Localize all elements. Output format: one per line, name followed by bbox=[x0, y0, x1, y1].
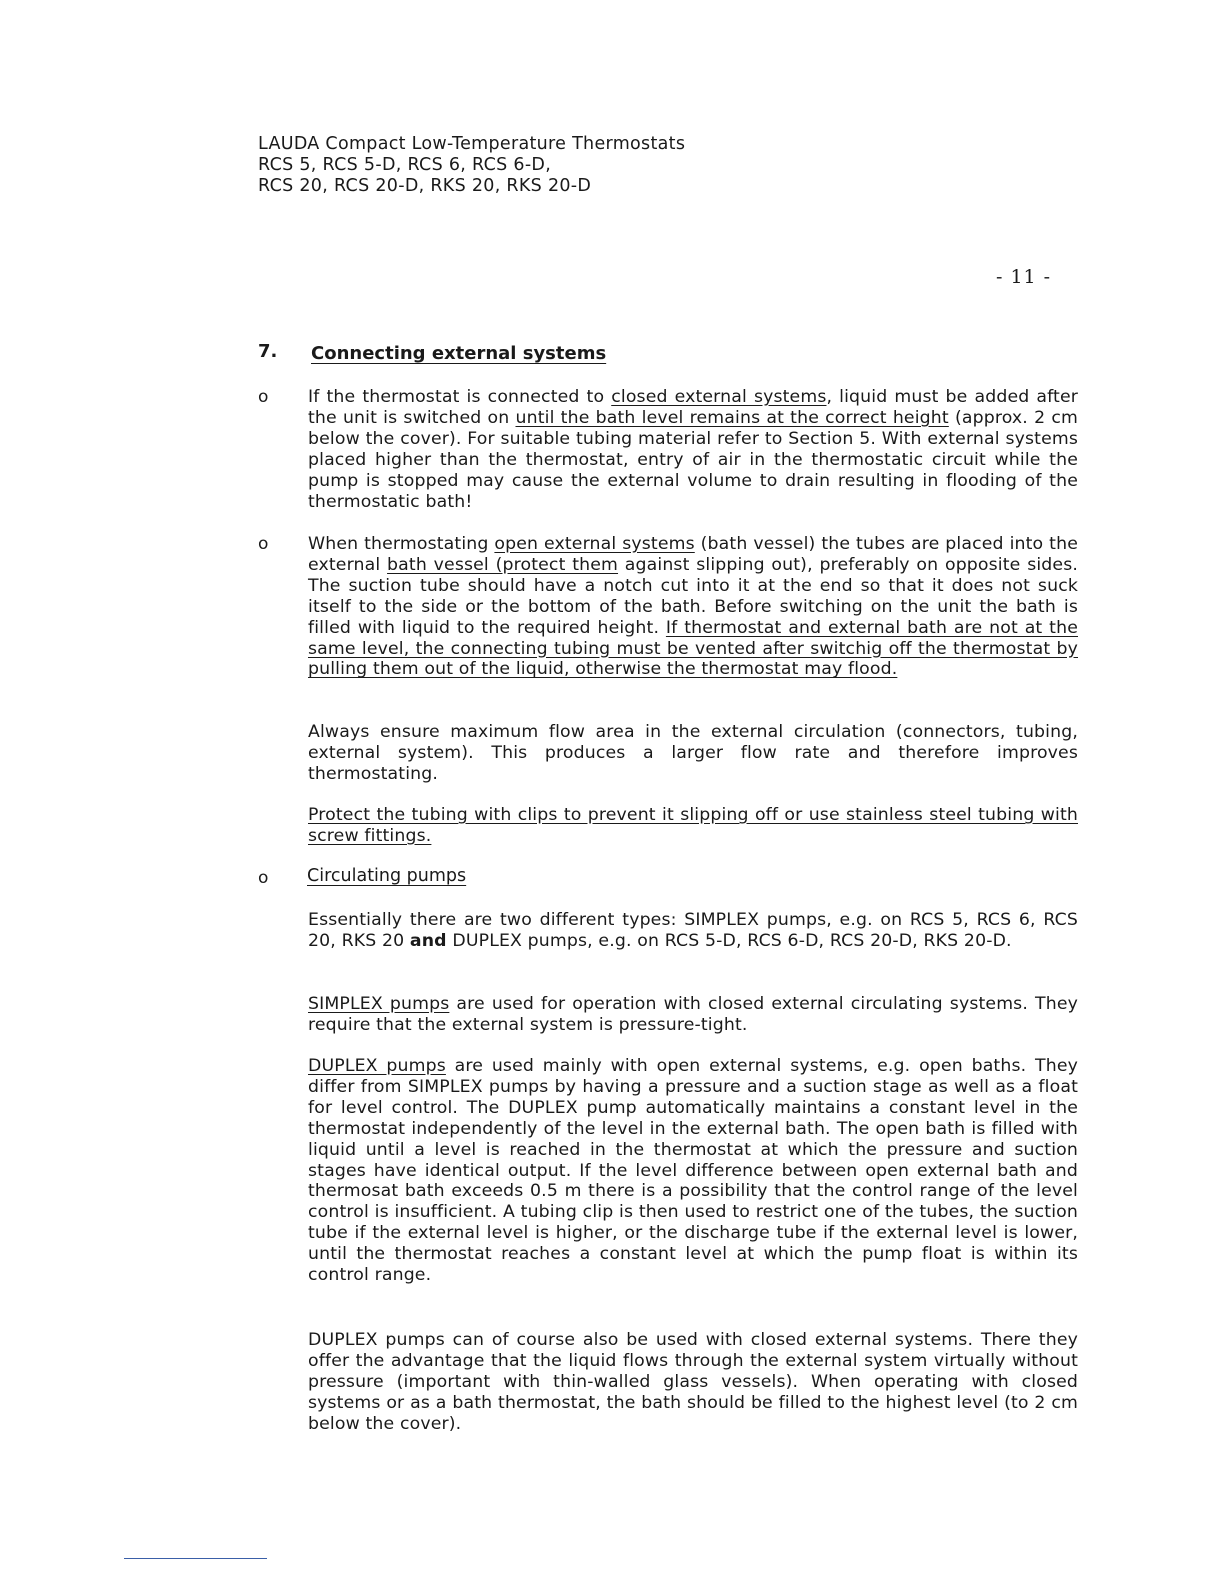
section-title: Connecting external systems bbox=[311, 343, 607, 364]
text-run: When thermostating bbox=[308, 534, 495, 554]
paragraph-pump-types bbox=[308, 910, 1078, 952]
bullet-marker: o bbox=[258, 868, 269, 888]
underlined-text: closed external systems bbox=[611, 387, 827, 407]
paragraph-simplex bbox=[308, 994, 1078, 1036]
bullet-marker: o bbox=[258, 534, 269, 554]
bold-text: and bbox=[409, 930, 447, 951]
text-run: (approx. 2 cm below the cover). For suitable tubing material refer to Section 5. With external systems placed higher than the thermostat, entry of air in the thermostatic circuit while the pump is stopped may cause the external volume to drain resulting in flooding of the thermostatic bath! bbox=[308, 407, 1078, 512]
underlined-text: SIMPLEX pumps bbox=[308, 994, 450, 1014]
text-run: Essentially there are two different types: SIMPLEX pumps, e.g. on RCS 5, RCS 6, RCS 20, RKS 20 bbox=[308, 910, 1078, 951]
text-run: are used for operation with closed external circulating systems. They require that the external system is pressure-tight. bbox=[308, 994, 1078, 1035]
document-header bbox=[258, 134, 685, 197]
underlined-text: until the bath level remains at the correct height bbox=[515, 407, 949, 428]
header-line-2: RCS 5, RCS 5-D, RCS 6, RCS 6-D, bbox=[258, 155, 552, 175]
header-line-3: RCS 20, RCS 20-D, RKS 20, RKS 20-D bbox=[258, 176, 592, 196]
subsection-heading: Circulating pumps bbox=[307, 866, 467, 886]
text-run: , liquid must be added after the unit is switched on bbox=[308, 387, 1078, 428]
text-run: DUPLEX pumps, e.g. on RCS 5-D, RCS 6-D, RCS 20-D, RKS 20-D. bbox=[446, 930, 1012, 951]
text-run: are used mainly with open external systems, e.g. open baths. They differ from SIMPLEX pumps by having a pressure and a suction stage as well as a float for level control. The DUPLEX pump automatically maintains a constant level in the thermostat independently of the level in the external bath. The open bath is filled with liquid until a level is reached in the thermostat at which the pressure and suction stages have identical output. If the level difference between open external bath and thermosat bath exceeds 0.5 m there is a possibility that the control range of the level control is insufficient. A tubing clip is then used to restrict one of the tubes, the suction tube if the external level is higher, or the discharge tube if the external level is lower, until the thermostat reaches a constant level at which the pump float is within its control range. bbox=[308, 1056, 1078, 1286]
header-line-1: LAUDA Compact Low-Temperature Thermostats bbox=[258, 134, 686, 154]
paragraph-duplex-closed: DUPLEX pumps can of course also be used with closed external systems. There they offer the advantage that the liquid flows through the external system virtually without pressure (important with thin-walled glass vessels). When operating with closed systems or as a bath thermostat, the bath should be filled to the highest level (to 2 cm below the cover). bbox=[308, 1330, 1078, 1434]
text-run: (bath vessel) the tubes are placed into the external bbox=[308, 534, 1078, 575]
paragraph-flow-area: Always ensure maximum flow area in the external circulation (connectors, tubing, external system). This produces a larger flow rate and therefore improves thermostating. bbox=[308, 722, 1078, 784]
paragraph-tubing-clips bbox=[308, 805, 1078, 847]
underlined-text: bath vessel (protect them bbox=[387, 554, 619, 575]
paragraph-duplex bbox=[308, 1056, 1078, 1286]
underlined-text: Protect the tubing with clips to prevent it slipping off or use stainless steel tubing with screw fittings. bbox=[308, 805, 1078, 846]
underlined-text: If thermostat and external bath are not at the same level, the connecting tubing must be vented after switchig off the thermostat by pulling them out of the liquid, otherwise the thermostat may flood. bbox=[308, 617, 1078, 680]
underlined-text: open external systems bbox=[494, 534, 695, 554]
bullet-marker: o bbox=[258, 387, 269, 407]
footer-rule bbox=[124, 1558, 267, 1559]
text-run: against slipping out), preferably on opposite sides. The suction tube should have a notch cut into it at the end so that it does not suck itself to the side or the bottom of the bath. Before switching on the unit the bath is filled with liquid to the required height. bbox=[308, 554, 1078, 638]
underlined-text: DUPLEX pumps bbox=[308, 1056, 446, 1076]
page-number: - 11 - bbox=[996, 266, 1052, 288]
paragraph-closed-systems bbox=[308, 387, 1078, 512]
paragraph-open-systems bbox=[308, 534, 1078, 680]
section-number: 7. bbox=[258, 341, 278, 362]
text-run: If the thermostat is connected to bbox=[308, 387, 612, 407]
